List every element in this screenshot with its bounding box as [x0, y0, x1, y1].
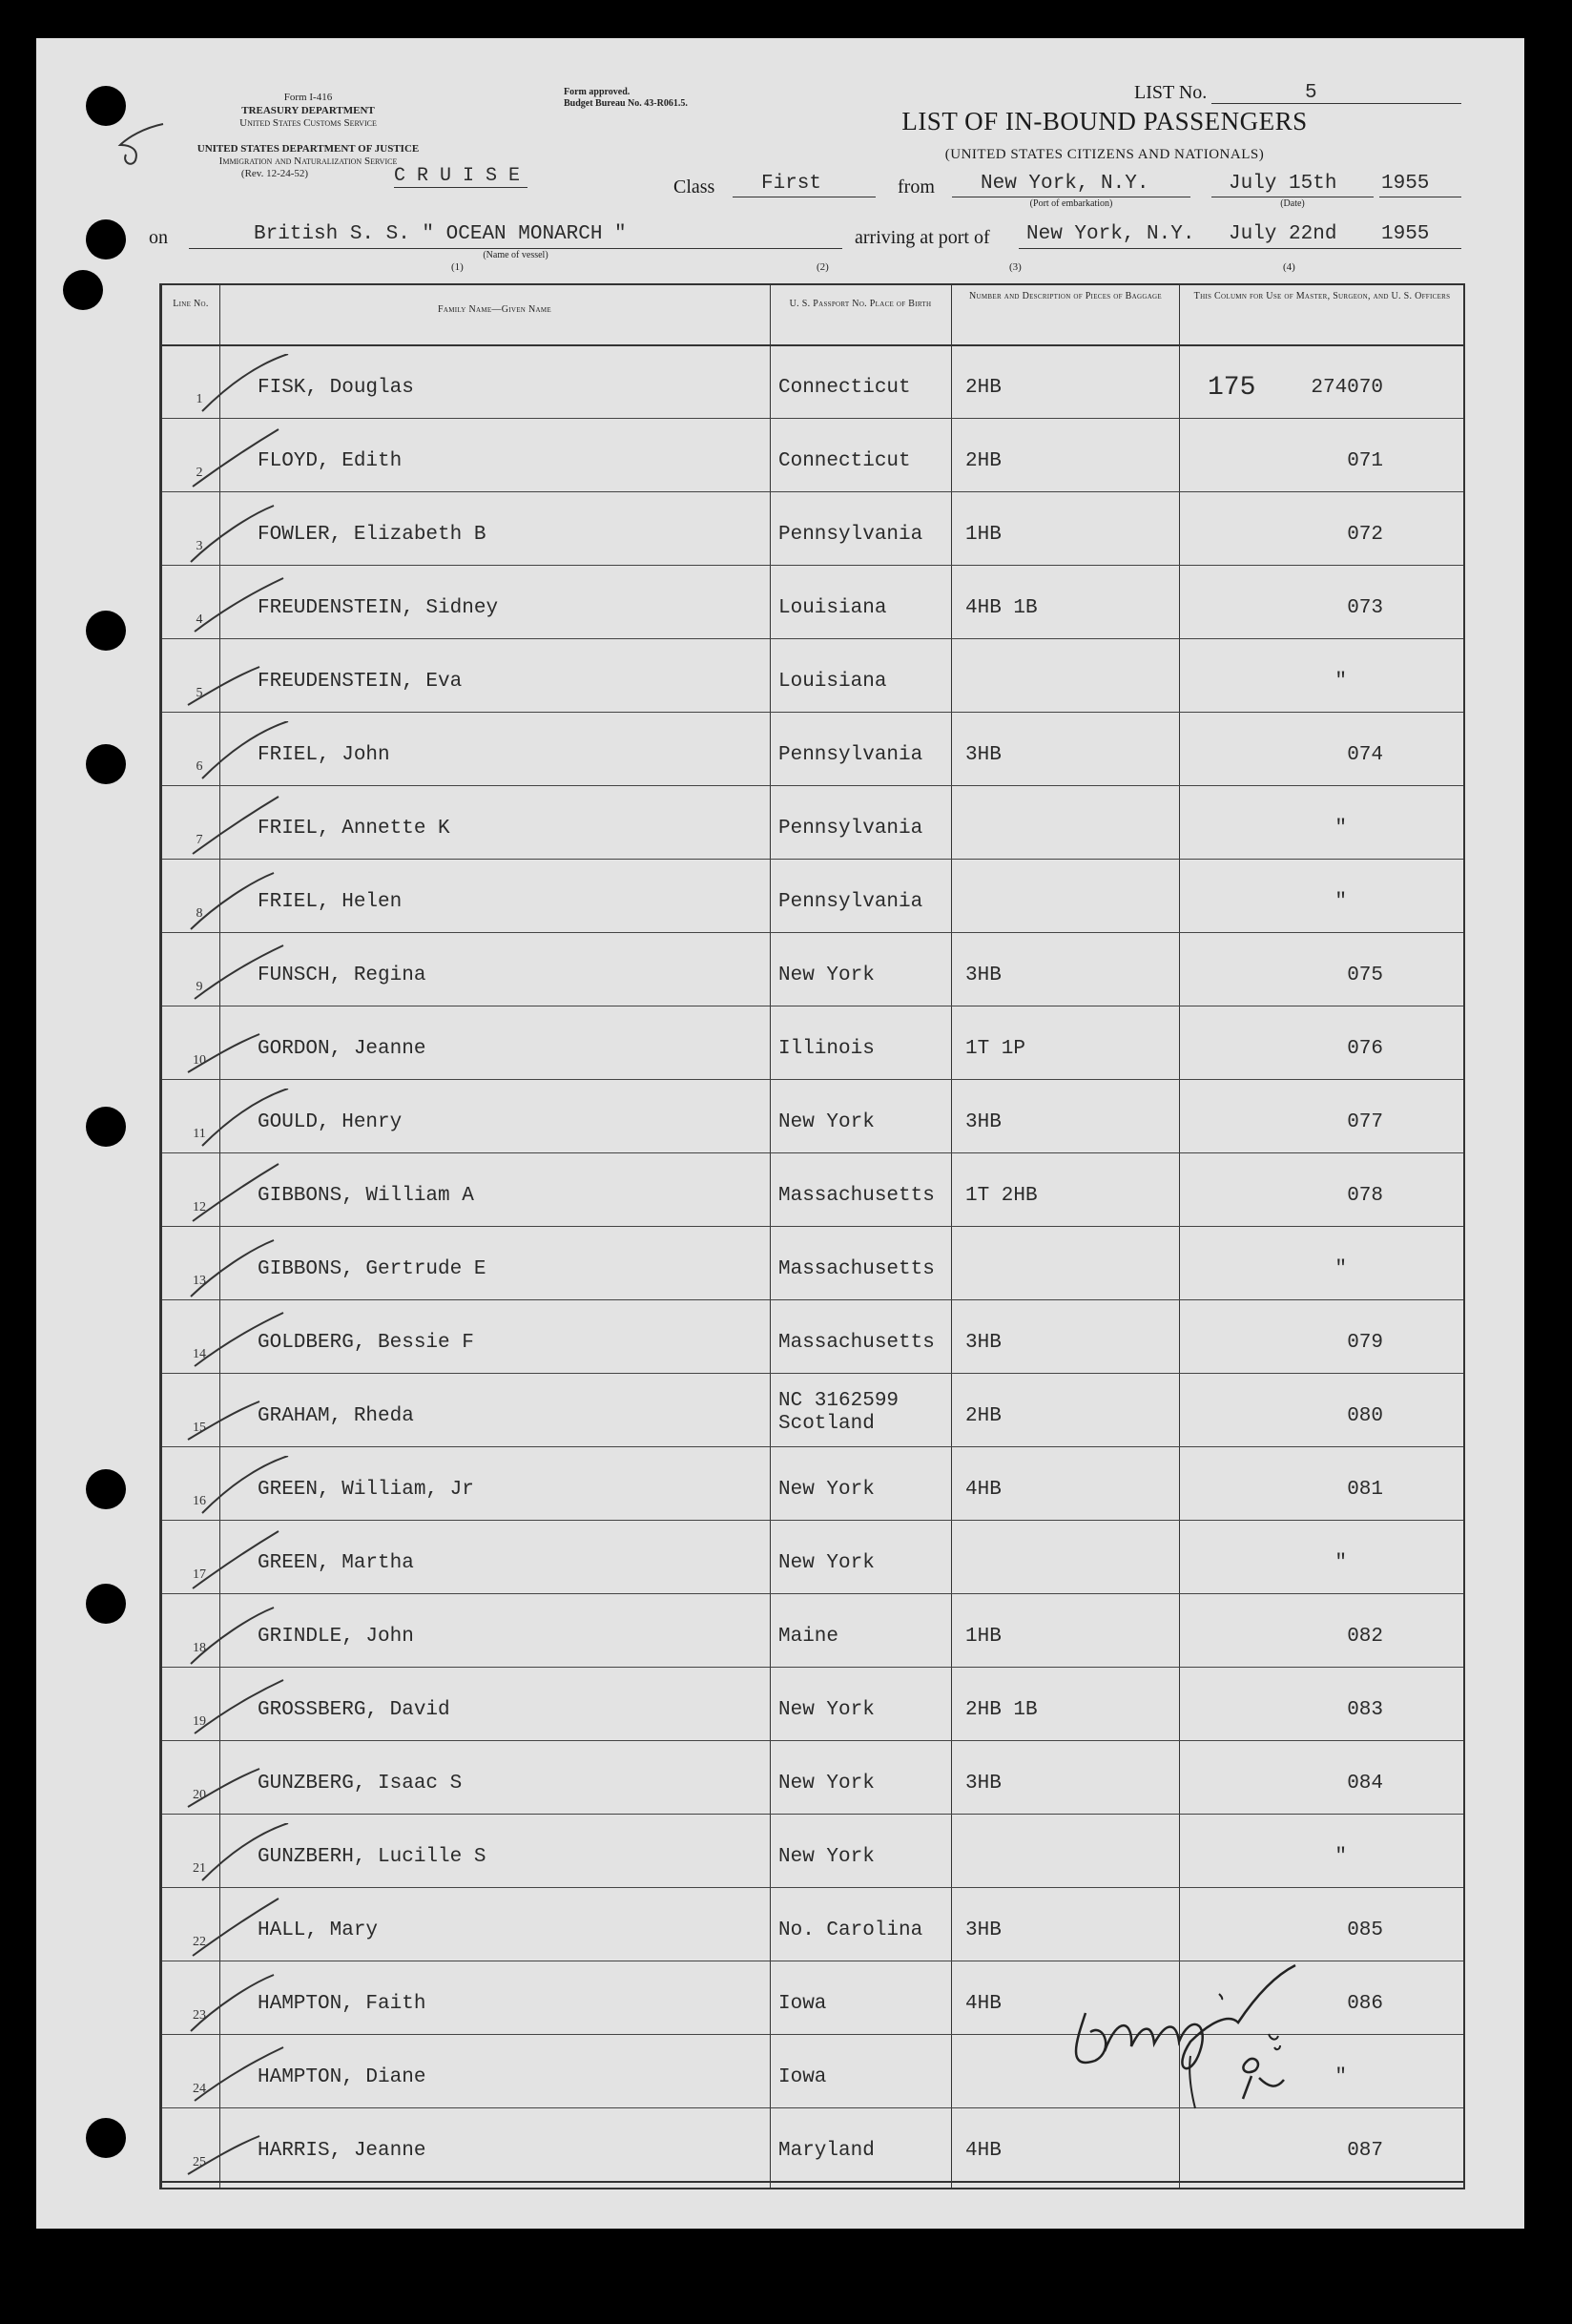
line-number: 8	[196, 906, 203, 921]
punch-hole	[86, 744, 126, 784]
place-of-birth: Massachusetts	[778, 1258, 935, 1280]
baggage: 1T 1P	[965, 1038, 1026, 1060]
line-number: 13	[193, 1274, 206, 1288]
line-number: 22	[193, 1935, 206, 1949]
line-number: 7	[196, 833, 203, 847]
passenger-name: GRINDLE, John	[258, 1626, 414, 1648]
passenger-name: HARRIS, Jeanne	[258, 2140, 426, 2162]
baggage: 2HB	[965, 1405, 1002, 1427]
officer-number: 077	[1347, 1111, 1383, 1133]
passenger-name: GOLDBERG, Bessie F	[258, 1332, 474, 1354]
passenger-name: FREUDENSTEIN, Sidney	[258, 597, 499, 619]
departure-year: 1955	[1381, 173, 1430, 195]
manifest-sheet	[36, 38, 1524, 2229]
baggage: 1HB	[965, 524, 1002, 546]
passenger-name: GUNZBERG, Isaac S	[258, 1773, 463, 1795]
port-caption: (Port of embarkation)	[1029, 198, 1113, 209]
officer-number: 083	[1347, 1699, 1383, 1721]
line-number: 15	[193, 1421, 206, 1435]
arrival-port: New York, N.Y.	[1026, 223, 1195, 245]
table-row	[162, 859, 1463, 933]
line-number: 20	[193, 1788, 206, 1802]
revision-note: (Rev. 12-24-52)	[240, 168, 309, 179]
table-row	[162, 1814, 1463, 1888]
page-subtitle: (UNITED STATES CITIZENS AND NATIONALS)	[944, 147, 1265, 162]
line-number: 23	[193, 2008, 206, 2023]
approval-note: Budget Bureau No. 43-R061.5.	[564, 98, 688, 109]
officer-number: "	[1334, 1552, 1347, 1574]
table-row	[162, 1740, 1463, 1815]
line-number: 25	[193, 2155, 206, 2169]
column-ref: (3)	[1009, 261, 1022, 273]
passenger-name: FISK, Douglas	[258, 377, 414, 399]
place-of-birth: No. Carolina	[778, 1919, 923, 1941]
place-of-birth: Louisiana	[778, 671, 887, 693]
table-row	[162, 932, 1463, 1006]
departure-date: July 15th	[1229, 173, 1337, 195]
table-row	[162, 1152, 1463, 1227]
place-of-birth: Connecticut	[778, 377, 911, 399]
place-of-birth: New York	[778, 1699, 875, 1721]
passenger-name: HALL, Mary	[258, 1919, 379, 1941]
baggage: 1T 2HB	[965, 1185, 1038, 1207]
port-of-embarkation: New York, N.Y.	[981, 173, 1149, 195]
passenger-name: FLOYD, Edith	[258, 450, 403, 472]
date-caption: (Date)	[1280, 198, 1305, 209]
arrival-year: 1955	[1381, 223, 1430, 245]
passenger-name: GUNZBERH, Lucille S	[258, 1846, 486, 1868]
column-ref: (2)	[817, 261, 829, 273]
table-header	[162, 285, 1463, 346]
baggage: 3HB	[965, 744, 1002, 766]
line-number: 9	[196, 980, 203, 994]
place-of-birth: New York	[778, 1479, 875, 1501]
table-row	[162, 344, 1463, 419]
baggage: 3HB	[965, 1919, 1002, 1941]
officer-number: 079	[1347, 1332, 1383, 1354]
table-row	[162, 565, 1463, 639]
officer-number: 086	[1347, 1993, 1383, 2015]
officer-number: 081	[1347, 1479, 1383, 1501]
agency-line: UNITED STATES DEPARTMENT OF JUSTICE	[196, 143, 420, 155]
place-of-birth: New York	[778, 1773, 875, 1795]
agency-line: TREASURY DEPARTMENT	[241, 105, 375, 116]
line-number: 18	[193, 1641, 206, 1655]
place-of-birth: New York	[778, 1111, 875, 1133]
baggage: 4HB	[965, 1993, 1002, 2015]
punch-hole	[86, 219, 126, 259]
officer-number: "	[1334, 818, 1347, 840]
place-of-birth: Iowa	[778, 1993, 827, 2015]
baggage: 1HB	[965, 1626, 1002, 1648]
signature-icon	[1047, 1956, 1353, 2147]
passenger-name: GIBBONS, William A	[258, 1185, 474, 1207]
officer-number: 085	[1347, 1919, 1383, 1941]
passenger-name: FRIEL, Helen	[258, 891, 403, 913]
line-number: 16	[193, 1494, 206, 1508]
place-of-birth: Pennsylvania	[778, 524, 923, 546]
table-row	[162, 712, 1463, 786]
place-of-birth: Louisiana	[778, 597, 887, 619]
class-value: First	[761, 173, 822, 195]
baggage: 2HB	[965, 450, 1002, 472]
column-header: U. S. Passport No. Place of Birth	[789, 299, 932, 309]
officer-number: "	[1334, 1258, 1347, 1280]
place-of-birth: Iowa	[778, 2066, 827, 2088]
baggage: 4HB	[965, 2140, 1002, 2162]
passenger-name: GREEN, Martha	[258, 1552, 414, 1574]
baggage: 3HB	[965, 1332, 1002, 1354]
passenger-name: FOWLER, Elizabeth B	[258, 524, 486, 546]
passenger-name: FREUDENSTEIN, Eva	[258, 671, 463, 693]
officer-number: 084	[1347, 1773, 1383, 1795]
line-number: 12	[193, 1200, 206, 1214]
passenger-name: GOULD, Henry	[258, 1111, 403, 1133]
place-of-birth: Massachusetts	[778, 1185, 935, 1207]
table-row	[162, 1446, 1463, 1521]
page-title: LIST OF IN-BOUND PASSENGERS	[901, 107, 1308, 135]
place-of-birth: Connecticut	[778, 450, 911, 472]
place-of-birth: Massachusetts	[778, 1332, 935, 1354]
officer-number: "	[1334, 891, 1347, 913]
line-number: 10	[193, 1053, 206, 1068]
baggage: 2HB 1B	[965, 1699, 1038, 1721]
line-number: 6	[196, 759, 203, 774]
punch-hole	[86, 1584, 126, 1624]
officer-prefix: 175	[1208, 373, 1256, 403]
line-number: 14	[193, 1347, 206, 1361]
arriving-label: arriving at port of	[855, 227, 990, 248]
agency-line: United States Customs Service	[239, 117, 377, 129]
officer-number: 072	[1347, 524, 1383, 546]
punch-hole	[86, 611, 126, 651]
passenger-table	[159, 283, 1465, 2189]
line-number: 19	[193, 1714, 206, 1729]
passenger-name: HAMPTON, Diane	[258, 2066, 426, 2088]
agency-line: Immigration and Naturalization Service	[218, 156, 398, 167]
passenger-name: FUNSCH, Regina	[258, 965, 426, 986]
place-of-birth: Maine	[778, 1626, 839, 1648]
baggage: 3HB	[965, 1773, 1002, 1795]
cruise-stamp: C R U I S E	[394, 165, 527, 188]
line-number: 5	[196, 686, 203, 700]
column-header: Line No.	[173, 299, 209, 309]
table-row	[162, 1006, 1463, 1080]
table-row	[162, 1299, 1463, 1374]
officer-number: 274070	[1311, 377, 1383, 399]
line-number: 17	[193, 1567, 206, 1582]
table-row	[162, 638, 1463, 713]
passenger-name: GROSSBERG, David	[258, 1699, 450, 1721]
column-header: Family Name—Given Name	[438, 304, 551, 315]
place-of-birth: New York	[778, 1552, 875, 1574]
officer-number: 073	[1347, 597, 1383, 619]
table-row	[162, 1667, 1463, 1741]
from-label: from	[898, 176, 935, 197]
class-label: Class	[673, 176, 715, 197]
table-row	[162, 491, 1463, 566]
table-row	[162, 1887, 1463, 1961]
list-label: LIST No.	[1134, 82, 1208, 103]
passenger-name: FRIEL, Annette K	[258, 818, 450, 840]
approval-note: Form approved.	[564, 87, 631, 97]
form-number: Form I-416	[283, 92, 333, 103]
pen-mark-icon	[111, 116, 177, 174]
officer-number: 080	[1347, 1405, 1383, 1427]
table-row	[162, 1226, 1463, 1300]
line-number: 4	[196, 612, 203, 627]
line-number: 1	[196, 392, 203, 406]
passenger-name: GRAHAM, Rheda	[258, 1405, 414, 1427]
place-of-birth: Pennsylvania	[778, 744, 923, 766]
line-number: 21	[193, 1861, 206, 1876]
baggage: 4HB 1B	[965, 597, 1038, 619]
baggage: 3HB	[965, 1111, 1002, 1133]
baggage: 4HB	[965, 1479, 1002, 1501]
passenger-name: FRIEL, John	[258, 744, 390, 766]
punch-hole	[63, 270, 103, 310]
table-row	[162, 1079, 1463, 1153]
on-label: on	[149, 227, 168, 248]
baggage: 2HB	[965, 377, 1002, 399]
officer-number: 082	[1347, 1626, 1383, 1648]
table-row	[162, 1593, 1463, 1668]
column-ref: (4)	[1283, 261, 1295, 273]
place-of-birth: Pennsylvania	[778, 891, 923, 913]
place-of-birth: New York	[778, 1846, 875, 1868]
place-of-birth: New York	[778, 965, 875, 986]
table-row	[162, 1373, 1463, 1447]
officer-number: 074	[1347, 744, 1383, 766]
column-header: Number and Description of Pieces of Baggage	[969, 291, 1162, 301]
punch-hole	[86, 1107, 126, 1147]
officer-number: "	[1334, 1846, 1347, 1868]
line-number: 11	[193, 1127, 206, 1141]
place-of-birth: Illinois	[778, 1038, 875, 1060]
passenger-name: GREEN, William, Jr	[258, 1479, 474, 1501]
table-row	[162, 418, 1463, 492]
passenger-name: GIBBONS, Gertrude E	[258, 1258, 486, 1280]
line-number: 2	[196, 466, 203, 480]
punch-hole	[86, 2118, 126, 2158]
line-number: 3	[196, 539, 203, 553]
passenger-name: HAMPTON, Faith	[258, 1993, 426, 2015]
baggage: 3HB	[965, 965, 1002, 986]
table-row	[162, 785, 1463, 860]
column-ref: (1)	[451, 261, 464, 273]
table-row	[162, 1520, 1463, 1594]
arrival-date: July 22nd	[1229, 223, 1337, 245]
officer-number: 078	[1347, 1185, 1383, 1207]
place-of-birth: Pennsylvania	[778, 818, 923, 840]
officer-number: 087	[1347, 2140, 1383, 2162]
vessel-name: British S. S. " OCEAN MONARCH "	[254, 223, 627, 245]
vessel-caption: (Name of vessel)	[483, 250, 548, 260]
officer-number: 076	[1347, 1038, 1383, 1060]
officer-number: 075	[1347, 965, 1383, 986]
passenger-name: GORDON, Jeanne	[258, 1038, 426, 1060]
place-of-birth: Maryland	[778, 2140, 875, 2162]
column-header: This Column for Use of Master, Surgeon, and U. S. Officers	[1193, 291, 1451, 301]
officer-number: "	[1334, 2066, 1347, 2088]
list-number: 5	[1305, 82, 1317, 104]
punch-hole	[86, 1469, 126, 1509]
officer-number: "	[1334, 671, 1347, 693]
officer-number: 071	[1347, 450, 1383, 472]
line-number: 24	[193, 2082, 206, 2096]
place-of-birth: NC 3162599 Scotland	[778, 1390, 900, 1435]
